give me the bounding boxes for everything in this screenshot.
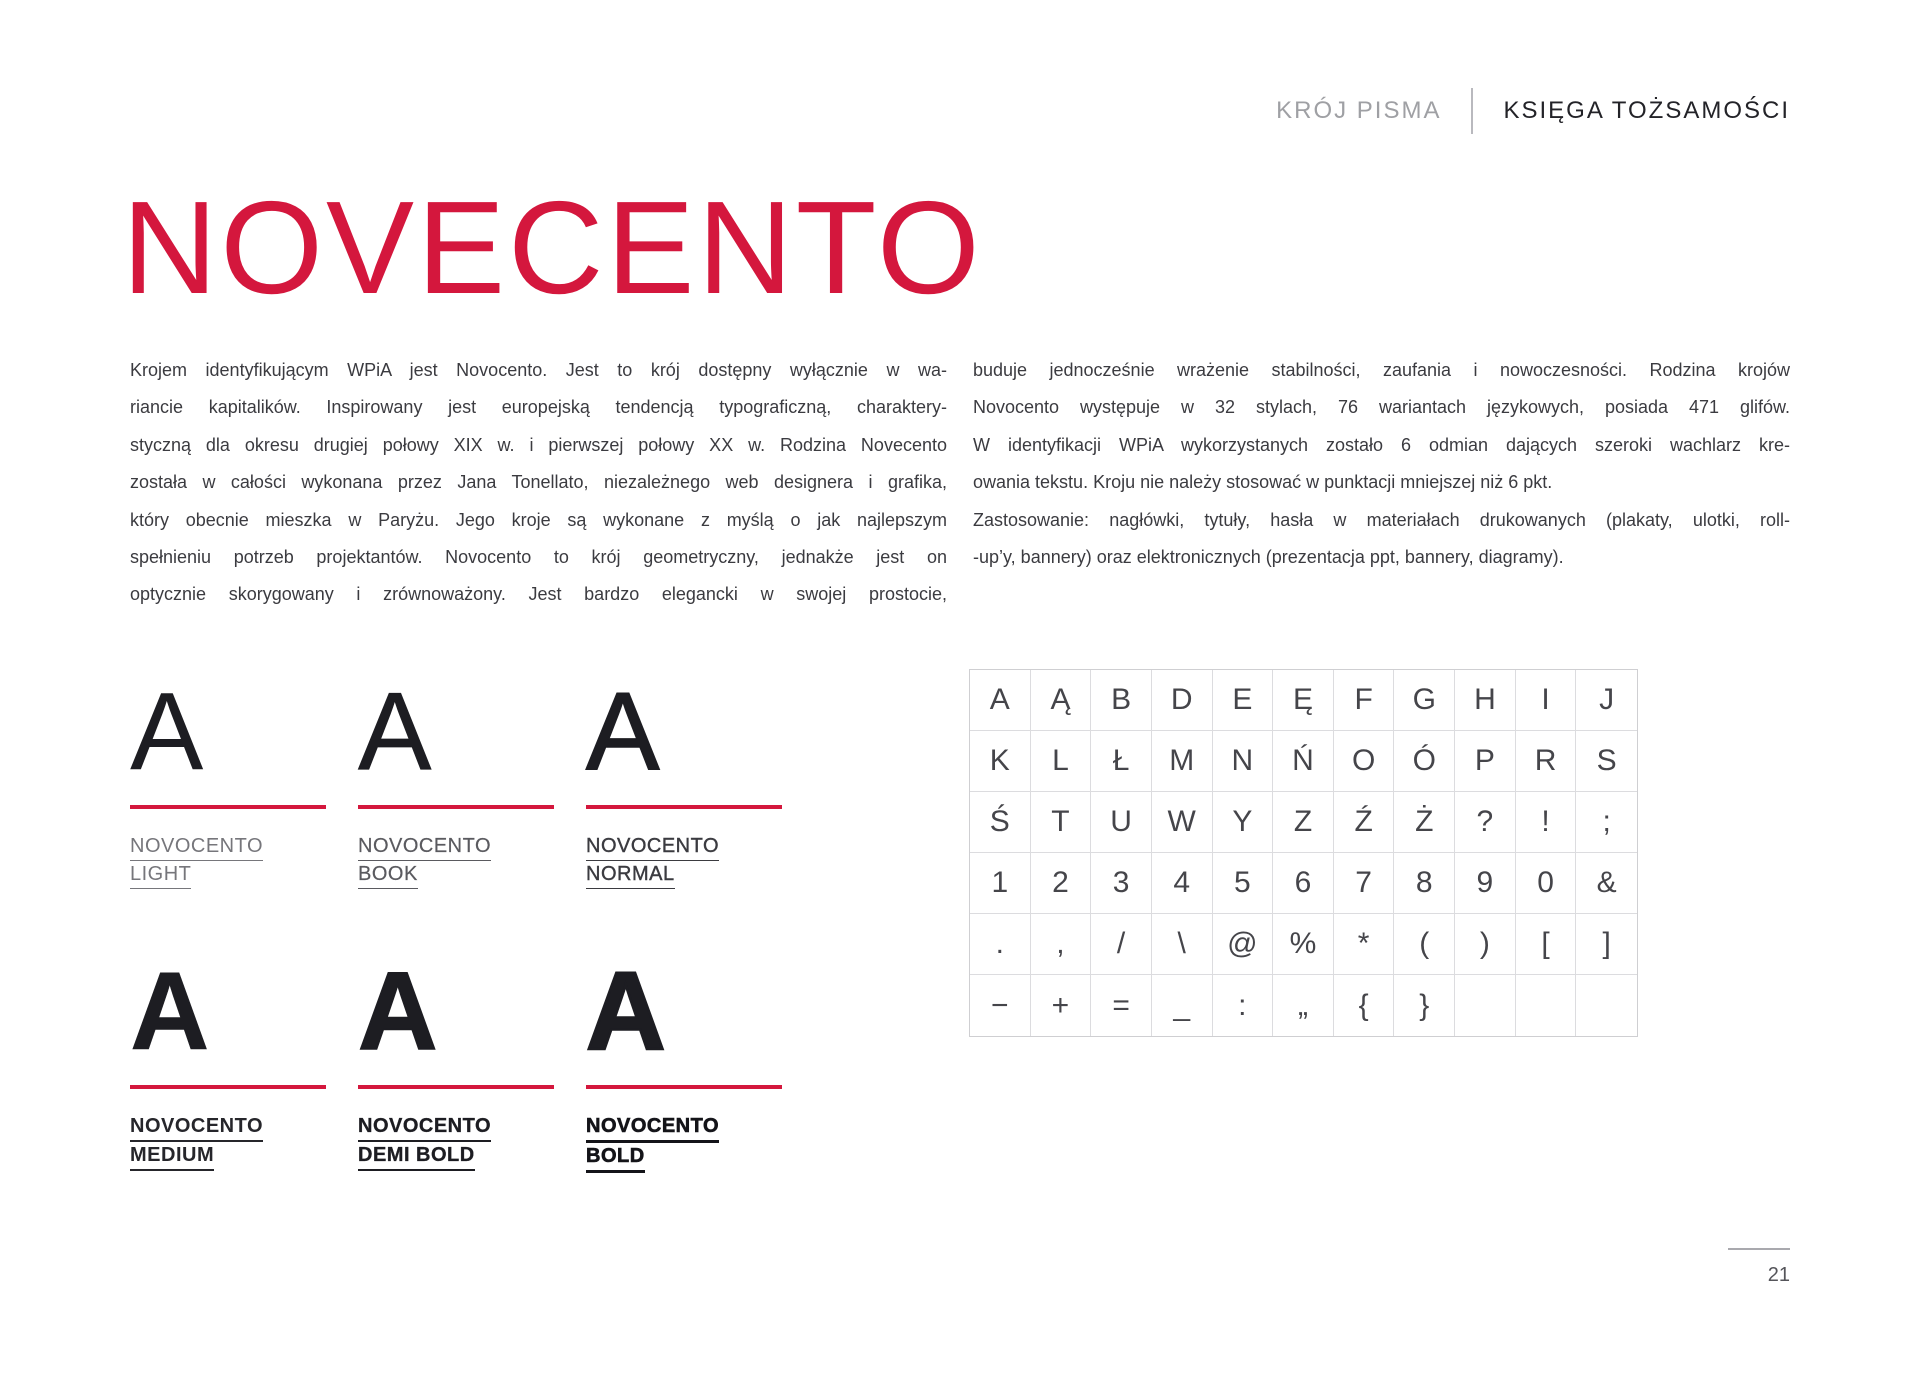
- glyph-cell: −: [970, 975, 1031, 1036]
- glyph-cell: K: [970, 731, 1031, 792]
- specimen-glyph: A: [358, 670, 432, 793]
- glyph-cell: N: [1213, 731, 1274, 792]
- specimen-accent-rule: [586, 1085, 782, 1089]
- page-number: 21: [1767, 1264, 1790, 1286]
- glyph-cell: [: [1516, 914, 1577, 975]
- specimen-label-line: LIGHT: [130, 861, 191, 889]
- glyph-cell: G: [1394, 670, 1455, 731]
- glyph-cell: ): [1455, 914, 1516, 975]
- specimen-label: [358, 1113, 554, 1171]
- text-line: W identyfikacji WPiA wykorzystanych zostało 6 odmian dających szeroki wachlarz kre-: [973, 434, 1790, 455]
- specimen-label-line: NOVOCENTO: [586, 833, 719, 861]
- glyph-cell: ,: [1031, 914, 1092, 975]
- specimen-row-2: [130, 910, 782, 1173]
- text-line: Zastosowanie: nagłówki, tytuły, hasła w materiałach drukowanych (plakaty, ulotki, roll-: [973, 509, 1790, 530]
- glyph-cell: +: [1031, 975, 1092, 1036]
- glyph-cell: P: [1455, 731, 1516, 792]
- text-line: została w całości wykonana przez Jana Tonellato, niezależnego web designera i grafika,: [130, 472, 947, 493]
- header-section-label: KRÓJ PISMA: [1276, 97, 1442, 124]
- specimen-glyph: A: [130, 670, 204, 793]
- page-header: [1276, 88, 1790, 134]
- glyph-cell: E: [1213, 670, 1274, 731]
- specimen-label-line: BOOK: [358, 861, 418, 889]
- glyph-cell: L: [1031, 731, 1092, 792]
- glyph-cell: Ł: [1091, 731, 1152, 792]
- glyph-cell: 7: [1334, 853, 1395, 914]
- text-line: buduje jednocześnie wrażenie stabilności, zaufania i nowoczesności. Rodzina krojów: [973, 360, 1790, 380]
- specimen-label-line: NOVOCENTO: [358, 833, 491, 861]
- glyph-cell: B: [1091, 670, 1152, 731]
- glyph-cell: (: [1394, 914, 1455, 975]
- text-line: który obecnie mieszka w Paryżu. Jego kroje są wykonane z myślą o jak najlepszym: [130, 509, 947, 530]
- font-specimen-normal: [586, 640, 782, 889]
- text-line: -up’y, bannery) oraz elektronicznych (prezentacja ppt, bannery, diagramy).: [973, 547, 1564, 568]
- specimen-label-line: NOVOCENTO: [130, 833, 263, 861]
- glyph-cell-empty: [1455, 975, 1516, 1036]
- specimen-glyph: A: [586, 950, 666, 1073]
- glyph-cell: Ó: [1394, 731, 1455, 792]
- specimen-accent-rule: [586, 805, 782, 809]
- specimen-label: [130, 1113, 326, 1171]
- specimen-label-line: NOVOCENTO: [130, 1113, 263, 1142]
- specimen-label-line: NOVOCENTO: [358, 1113, 491, 1142]
- glyph-cell: R: [1516, 731, 1577, 792]
- glyph-cell: 9: [1455, 853, 1516, 914]
- font-specimen-light: [130, 640, 326, 889]
- glyph-cell: S: [1576, 731, 1637, 792]
- glyph-cell-empty: [1576, 975, 1637, 1036]
- glyph-cell: Ę: [1273, 670, 1334, 731]
- glyph-cell: J: [1576, 670, 1637, 731]
- glyph-cell: 0: [1516, 853, 1577, 914]
- glyph-cell: @: [1213, 914, 1274, 975]
- text-line: riancie kapitalików. Inspirowany jest europejską tendencją typograficzną, charaktery-: [130, 397, 947, 418]
- glyph-cell: 4: [1152, 853, 1213, 914]
- specimen-label-line: BOLD: [586, 1143, 645, 1173]
- glyph-cell: Ń: [1273, 731, 1334, 792]
- specimen-label-line: NOVOCENTO: [586, 1113, 719, 1143]
- font-specimen-book: [358, 640, 554, 889]
- specimen-label: [358, 833, 554, 889]
- glyph-cell: I: [1516, 670, 1577, 731]
- glyph-cell: %: [1273, 914, 1334, 975]
- character-set-table: [969, 669, 1638, 1037]
- glyph-cell: ]: [1576, 914, 1637, 975]
- glyph-cell: Y: [1213, 792, 1274, 853]
- glyph-cell: {: [1334, 975, 1395, 1036]
- glyph-cell: \: [1152, 914, 1213, 975]
- specimen-accent-rule: [358, 805, 554, 809]
- glyph-cell: A: [970, 670, 1031, 731]
- glyph-cell: .: [970, 914, 1031, 975]
- glyph-cell: 1: [970, 853, 1031, 914]
- specimen-accent-rule: [358, 1085, 554, 1089]
- glyph-cell: Ż: [1394, 792, 1455, 853]
- glyph-cell: H: [1455, 670, 1516, 731]
- glyph-cell: _: [1152, 975, 1213, 1036]
- footer-rule: [1728, 1248, 1790, 1250]
- font-specimen-medium: [130, 910, 326, 1173]
- glyph-cell: 6: [1273, 853, 1334, 914]
- header-book-title: KSIĘGA TOŻSAMOŚCI: [1503, 97, 1790, 124]
- text-line: styczną dla okresu drugiej połowy XIX w. i pierwszej połowy XX w. Rodzina Novecento: [130, 434, 947, 455]
- glyph-cell: 3: [1091, 853, 1152, 914]
- specimen-accent-rule: [130, 1085, 326, 1089]
- intro-left-column: [130, 352, 947, 614]
- glyph-cell: T: [1031, 792, 1092, 853]
- glyph-cell-empty: [1516, 975, 1577, 1036]
- glyph-cell: /: [1091, 914, 1152, 975]
- specimen-label-line: MEDIUM: [130, 1142, 214, 1171]
- glyph-cell: W: [1152, 792, 1213, 853]
- text-line: Krojem identyfikującym WPiA jest Novocento. Jest to krój dostępny wyłącznie w wa-: [130, 360, 947, 380]
- specimen-label-line: NORMAL: [586, 861, 675, 889]
- text-line: spełnieniu potrzeb projektantów. Novocento to krój geometryczny, jednakże jest on: [130, 547, 947, 568]
- header-divider: [1471, 88, 1473, 134]
- glyph-cell: =: [1091, 975, 1152, 1036]
- specimen-glyph: A: [130, 950, 210, 1073]
- glyph-cell: Ś: [970, 792, 1031, 853]
- page-title: NOVECENTO: [122, 174, 983, 321]
- intro-right-column: [973, 352, 1790, 614]
- glyph-cell: &: [1576, 853, 1637, 914]
- glyph-cell: }: [1394, 975, 1455, 1036]
- glyph-cell: Ą: [1031, 670, 1092, 731]
- font-specimen-bold: [586, 910, 782, 1173]
- specimen-glyph: A: [586, 670, 660, 793]
- glyph-cell: 8: [1394, 853, 1455, 914]
- specimen-label: [586, 1113, 782, 1173]
- font-specimen-demibold: [358, 910, 554, 1173]
- glyph-cell: 2: [1031, 853, 1092, 914]
- glyph-cell: 5: [1213, 853, 1274, 914]
- specimen-row-1: [130, 640, 782, 889]
- glyph-cell: O: [1334, 731, 1395, 792]
- glyph-cell: „: [1273, 975, 1334, 1036]
- glyph-cell: ?: [1455, 792, 1516, 853]
- glyph-cell: M: [1152, 731, 1213, 792]
- glyph-cell: !: [1516, 792, 1577, 853]
- text-line: optycznie skorygowany i zrównoważony. Jest bardzo elegancki w swojej prostocie,: [130, 584, 947, 605]
- text-line: owania tekstu. Kroju nie należy stosować w punktacji mniejszej niż 6 pkt.: [973, 472, 1553, 493]
- glyph-cell: F: [1334, 670, 1395, 731]
- glyph-cell: D: [1152, 670, 1213, 731]
- specimen-accent-rule: [130, 805, 326, 809]
- specimen-label-line: DEMI BOLD: [358, 1142, 475, 1171]
- glyph-cell: *: [1334, 914, 1395, 975]
- glyph-cell: Ź: [1334, 792, 1395, 853]
- glyph-cell: U: [1091, 792, 1152, 853]
- intro-columns: [130, 352, 1790, 614]
- page-footer: [1728, 1248, 1790, 1287]
- specimen-glyph: A: [358, 950, 438, 1073]
- specimen-label: [586, 833, 782, 889]
- glyph-cell: :: [1213, 975, 1274, 1036]
- glyph-cell: Z: [1273, 792, 1334, 853]
- glyph-cell: ;: [1576, 792, 1637, 853]
- specimen-label: [130, 833, 326, 889]
- text-line: Novocento występuje w 32 stylach, 76 wariantach językowych, posiada 471 glifów.: [973, 397, 1790, 418]
